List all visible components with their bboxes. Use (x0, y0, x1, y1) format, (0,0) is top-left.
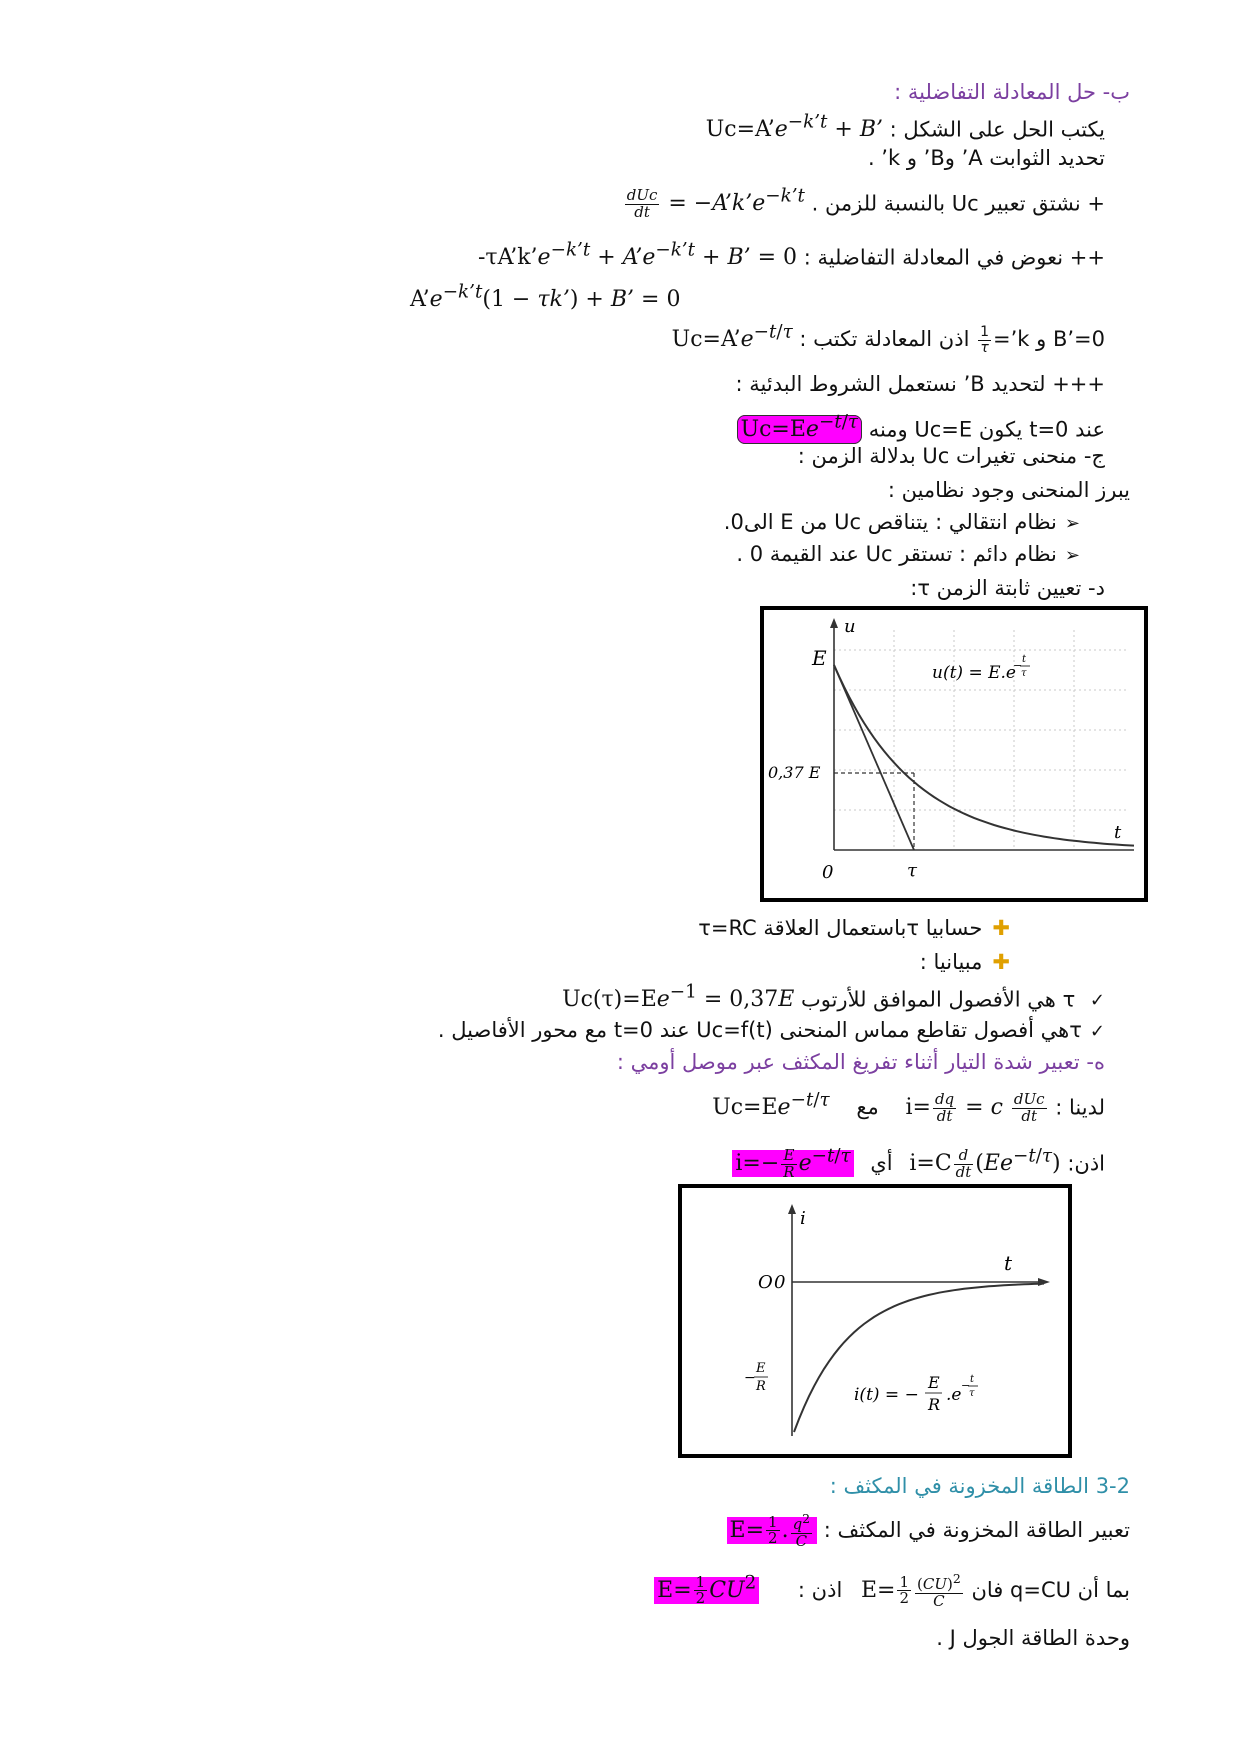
section-c-intro: يبرز المنحنى وجود نظامين : (887, 478, 1130, 502)
solution-form-math: $Uc=A’e^{-k’t} + B$’ (705, 112, 883, 143)
derivative-text: + نشتق تعبير Uc بالنسبة للزمن . (804, 191, 1105, 216)
initial-value-line (737, 412, 1105, 442)
y-label: i (800, 1208, 806, 1229)
svg-text:.e: .e (946, 1385, 962, 1405)
svg-text:t: t (1022, 654, 1027, 665)
uc-solution-highlight: $Uc=Ee^{-t/\tau}$ (737, 415, 862, 444)
uc-reminder-math: $Uc=Ee^{-t/\tau}$ (712, 1090, 830, 1121)
initial-value-text: عند t=0 يكون Uc=E ومنه (862, 417, 1105, 442)
tau-tangent-line: ✓τهي أفصول تقاطع مماس المنحنى Uc=f(t) عند t=0 مع محور الأفاصيل . (437, 1018, 1105, 1042)
substitute-math: $-\tau A’k’e^{-k’t}$ + $A’e^{-k’t} + B$’ = 0 (477, 240, 798, 271)
energy-cu-math: E= $\frac{1}{2}$ $\frac{(CU)^2}{C}$ (860, 1571, 961, 1610)
factored-math: $A’e^{-k’t}(1$ − τk’) + B’ = 0 (410, 282, 681, 313)
x-label: t (1004, 1251, 1013, 1275)
uc-decay-plot (764, 610, 1144, 898)
current-def-line: لدينا : i= $\frac{dq}{dt}$ = c $\frac{\text{dUc}}{dt}$ مع $Uc=Ee^{-t/\tau}$ (712, 1090, 1105, 1125)
constants-result-line (672, 322, 1105, 356)
factored-line (410, 282, 680, 312)
svg-text:t: t (970, 1374, 975, 1385)
substitute-line (478, 240, 1105, 270)
tau-ordinate-math: $Uc(\tau)=Ee^{-1} = 0,37E$ (562, 982, 795, 1013)
derivative-math: $\frac{\text{dUc}}{dt}$ = $-A’k’e^{-k’t}$ (626, 186, 805, 221)
section-d-title: د- تعيين ثابتة الزمن τ: (910, 576, 1105, 600)
x-label: t (1114, 822, 1122, 843)
method-bullet-icon: ✚ (992, 916, 1010, 940)
regime-bullet: ➢نظام دائم : تستقر Uc عند القيمة 0 . (736, 542, 1080, 566)
tau-ordinate-line: ✓ τ هي الأفصول الموافق للأرتوب $Uc(\tau)=Ee^{-1} = 0,37E$ (562, 982, 1105, 1013)
solution-form-text: يكتب الحل على الشكل : (883, 117, 1105, 142)
svg-text:−: − (961, 1379, 971, 1392)
energy-section-title: 3-2 الطاقة المخزونة في المكثف : (829, 1474, 1130, 1498)
current-formula: i(t) = − (854, 1385, 919, 1405)
svg-text:τ: τ (1021, 668, 1027, 679)
method-graph-line: ✚مبيانيا : (919, 950, 1010, 974)
decay-formula: u(t) = E.e (932, 663, 1016, 683)
derivative-line (623, 186, 1105, 221)
tau-label: τ (907, 860, 917, 881)
regime-bullet: ➢نظام انتقالي : يتناقص Uc من E الى0. (723, 510, 1080, 534)
energy-result-highlight: E= $\frac{1}{2}$ $CU^2$ (654, 1577, 759, 1604)
check-icon: ✓ (1089, 990, 1105, 1012)
section-c-title: ج- منحنى تغيرات Uc بدلالة الزمن : (797, 444, 1105, 468)
method-bullet-icon: ✚ (992, 950, 1010, 974)
svg-text:R: R (756, 1379, 766, 1394)
section-b-title: ب- حل المعادلة التفاضلية : (894, 80, 1130, 104)
current-result-highlight: i=− $\frac{E}{R}$ $e^{-t/\tau}$ (732, 1150, 853, 1177)
current-result-line: اذن: i=C $\frac{d}{dt}$ $(Ee^{-t/\tau})$ أي i=− $\frac{E}{R}$ $e^{-t/\tau}$ (732, 1146, 1105, 1181)
solution-form-line (706, 112, 1105, 142)
origin-label: 0 (822, 862, 834, 883)
check-icon: ✓ (1089, 1021, 1105, 1042)
svg-text:E: E (756, 1361, 766, 1376)
method-calc-line: ✚حسابيا τباستعمال العلاقة τ=RC (698, 916, 1010, 940)
y-label: u (844, 616, 856, 637)
constants-result-text: B’=0 و k’= $\frac{1}{\tau}$ اذن المعادلة تكتب : (792, 324, 1105, 356)
uc-decay-figure (760, 606, 1148, 902)
reduced-solution-math: $Uc=A’e^{-t/\tau}$ (671, 322, 793, 353)
arrow-bullet-icon: ➢ (1064, 513, 1080, 534)
energy-cu-line: بما أن q=CU فان E= $\frac{1}{2}$ $\frac{(CU)^2}{C}$ اذن : E= $\frac{1}{2}$ $CU^2$ (654, 1572, 1130, 1610)
substitute-text: ++ نعوض في المعادلة التفاضلية : (797, 245, 1105, 270)
section-e-title: ه- تعبير شدة التيار أثناء تفريغ المكثف عبر موصل أومي : (616, 1050, 1105, 1074)
current-def-math: i= $\frac{dq}{dt}$ = c $\frac{\text{dUc}}{dt}$ (905, 1090, 1045, 1125)
e-label: E (812, 646, 827, 670)
current-decay-plot (682, 1188, 1068, 1454)
svg-text:E: E (928, 1373, 940, 1392)
level-label: 0,37 E (768, 763, 821, 782)
arrow-bullet-icon: ➢ (1064, 545, 1080, 566)
level-label: − (744, 1370, 756, 1386)
energy-q-highlight: E= $\frac{1}{2}$ . $\frac{q^2}{C}$ (727, 1517, 818, 1544)
svg-text:τ: τ (969, 1388, 975, 1399)
current-derivation-math: i=C $\frac{d}{dt}$ $(Ee^{-t/\tau})$ (909, 1146, 1061, 1181)
origin-label: 0 (774, 1272, 786, 1293)
energy-unit-line: وحدة الطاقة الجول J . (936, 1626, 1130, 1650)
svg-text:R: R (928, 1395, 941, 1414)
current-decay-figure (678, 1184, 1072, 1458)
energy-expression-line: تعبير الطاقة المخزونة في المكثف : E= $\frac{1}{2}$ . $\frac{q^2}{C}$ (727, 1512, 1130, 1550)
svg-text:−: − (1013, 659, 1023, 672)
zero-label: O (758, 1272, 773, 1293)
constants-line: تحديد الثوابت A’ وB’ و k’ . (867, 146, 1105, 170)
initial-conditions-line: +++ لتحديد B’ نستعمل الشروط البدئية : (735, 372, 1105, 396)
